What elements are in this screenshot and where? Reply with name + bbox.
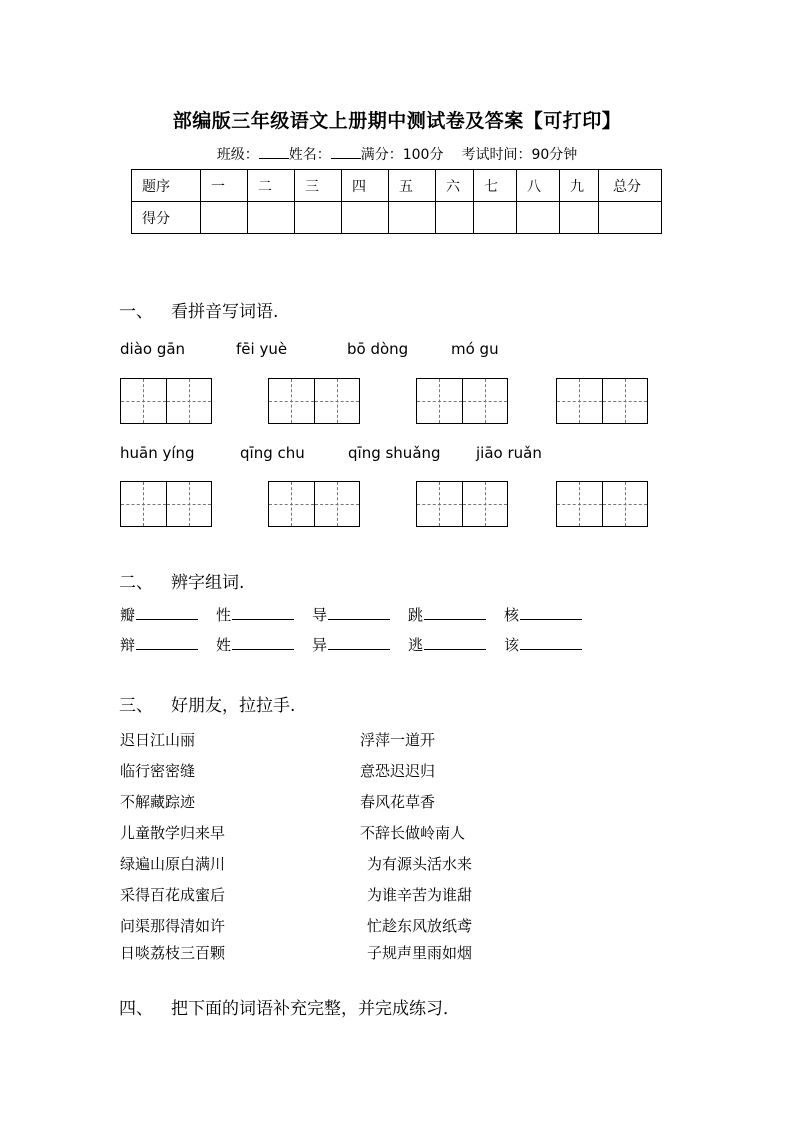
section-title: 看拼音写词语.	[171, 302, 279, 322]
word-blank[interactable]	[328, 605, 390, 620]
full-score: 满分：100分	[360, 147, 444, 163]
score-cell[interactable]	[248, 202, 295, 234]
section-number: 三、	[119, 696, 153, 716]
score-cell[interactable]	[599, 202, 662, 234]
word-blank[interactable]	[520, 635, 582, 650]
poem-right[interactable]: 为有源头活水来	[367, 855, 473, 873]
score-header-cell: 一	[201, 170, 248, 202]
section-3-heading	[119, 691, 295, 716]
poem-right[interactable]: 浮萍一道开	[360, 731, 436, 749]
pinyin-label: fēi yuè	[236, 340, 288, 358]
word-char: 异	[312, 636, 328, 654]
pinyin-label: bō dòng	[347, 340, 409, 358]
word-item	[408, 604, 486, 625]
word-item	[120, 604, 198, 625]
writing-grid[interactable]	[556, 378, 648, 424]
word-char: 核	[504, 606, 520, 624]
word-char: 逃	[408, 636, 424, 654]
word-char: 导	[312, 606, 328, 624]
writing-grid[interactable]	[556, 481, 648, 527]
word-item	[312, 634, 390, 655]
score-table-header-row	[132, 170, 662, 202]
section-number: 四、	[119, 999, 153, 1019]
writing-grid[interactable]	[268, 378, 360, 424]
pinyin-label: qīng chu	[240, 444, 305, 462]
poem-right[interactable]: 忙趁东风放纸鸢	[367, 917, 473, 935]
score-table	[131, 169, 662, 234]
score-header-cell: 二	[248, 170, 295, 202]
section-number: 二、	[119, 573, 153, 593]
exam-time: 考试时间：90分钟	[461, 147, 578, 163]
section-title: 好朋友，拉拉手.	[171, 696, 296, 716]
score-cell[interactable]	[474, 202, 517, 234]
word-blank[interactable]	[232, 635, 294, 650]
pinyin-label: diào gān	[120, 340, 186, 358]
section-title: 辨字组词.	[171, 573, 245, 593]
score-header-cell: 六	[436, 170, 474, 202]
score-cell[interactable]	[201, 202, 248, 234]
word-blank[interactable]	[136, 605, 198, 620]
section-1-heading	[119, 297, 278, 322]
poem-right[interactable]: 为谁辛苦为谁甜	[367, 886, 473, 904]
poem-left[interactable]: 采得百花成蜜后	[120, 886, 226, 904]
word-blank[interactable]	[424, 635, 486, 650]
name-blank[interactable]	[331, 146, 361, 159]
word-item	[504, 604, 582, 625]
word-item	[216, 634, 294, 655]
score-table-score-row	[132, 202, 662, 234]
score-header-cell: 题序	[132, 170, 201, 202]
score-cell[interactable]	[517, 202, 560, 234]
class-blank[interactable]	[259, 146, 289, 159]
word-blank[interactable]	[136, 635, 198, 650]
writing-grid[interactable]	[416, 481, 508, 527]
page-title: 部编版三年级语文上册期中测试卷及答案【可打印】	[172, 110, 622, 132]
score-header-cell: 三	[295, 170, 342, 202]
word-blank[interactable]	[424, 605, 486, 620]
poem-right[interactable]: 春风花草香	[360, 793, 436, 811]
word-item	[408, 634, 486, 655]
word-blank[interactable]	[232, 605, 294, 620]
poem-left[interactable]: 临行密密缝	[120, 762, 196, 780]
word-char: 姓	[216, 636, 232, 654]
word-char: 跳	[408, 606, 424, 624]
poem-left[interactable]: 不解藏踪迹	[120, 793, 196, 811]
writing-grid[interactable]	[416, 378, 508, 424]
score-row-label: 得分	[132, 202, 201, 234]
word-char: 瓣	[120, 606, 136, 624]
word-blank[interactable]	[328, 635, 390, 650]
writing-grid[interactable]	[268, 481, 360, 527]
word-item	[216, 604, 294, 625]
poem-left[interactable]: 迟日江山丽	[120, 731, 196, 749]
poem-right[interactable]: 不辞长做岭南人	[360, 824, 466, 842]
section-4-heading	[119, 994, 460, 1019]
score-cell[interactable]	[389, 202, 436, 234]
class-label: 班级：	[216, 147, 259, 163]
word-char: 该	[504, 636, 520, 654]
score-header-cell: 总分	[599, 170, 662, 202]
name-label: 姓名：	[288, 147, 331, 163]
poem-left[interactable]: 儿童散学归来早	[120, 824, 226, 842]
word-char: 辩	[120, 636, 136, 654]
score-cell[interactable]	[295, 202, 342, 234]
exam-info	[0, 144, 794, 164]
word-blank[interactable]	[520, 605, 582, 620]
score-header-cell: 八	[517, 170, 560, 202]
word-item	[312, 604, 390, 625]
poem-left[interactable]: 绿遍山原白满川	[120, 855, 226, 873]
pinyin-label: huān yíng	[120, 444, 195, 462]
word-item	[120, 634, 198, 655]
poem-left[interactable]: 日啖荔枝三百颗	[120, 944, 226, 962]
score-cell[interactable]	[342, 202, 389, 234]
section-2-heading	[119, 568, 244, 593]
pinyin-label: jiāo ruǎn	[476, 444, 542, 462]
writing-grid[interactable]	[120, 481, 212, 527]
score-header-cell: 七	[474, 170, 517, 202]
score-cell[interactable]	[436, 202, 474, 234]
section-number: 一、	[119, 302, 153, 322]
word-char: 性	[216, 606, 232, 624]
section-title: 把下面的词语补充完整，并完成练习．	[171, 999, 460, 1019]
score-header-cell: 九	[560, 170, 599, 202]
pinyin-label: qīng shuǎng	[348, 444, 441, 462]
score-cell[interactable]	[560, 202, 599, 234]
score-header-cell: 五	[389, 170, 436, 202]
poem-right[interactable]: 子规声里雨如烟	[367, 944, 473, 962]
pinyin-label: mó gu	[451, 340, 499, 358]
writing-grid[interactable]	[120, 378, 212, 424]
word-item	[504, 634, 582, 655]
score-header-cell: 四	[342, 170, 389, 202]
poem-right[interactable]: 意恐迟迟归	[360, 762, 436, 780]
poem-left[interactable]: 问渠那得清如许	[120, 917, 226, 935]
